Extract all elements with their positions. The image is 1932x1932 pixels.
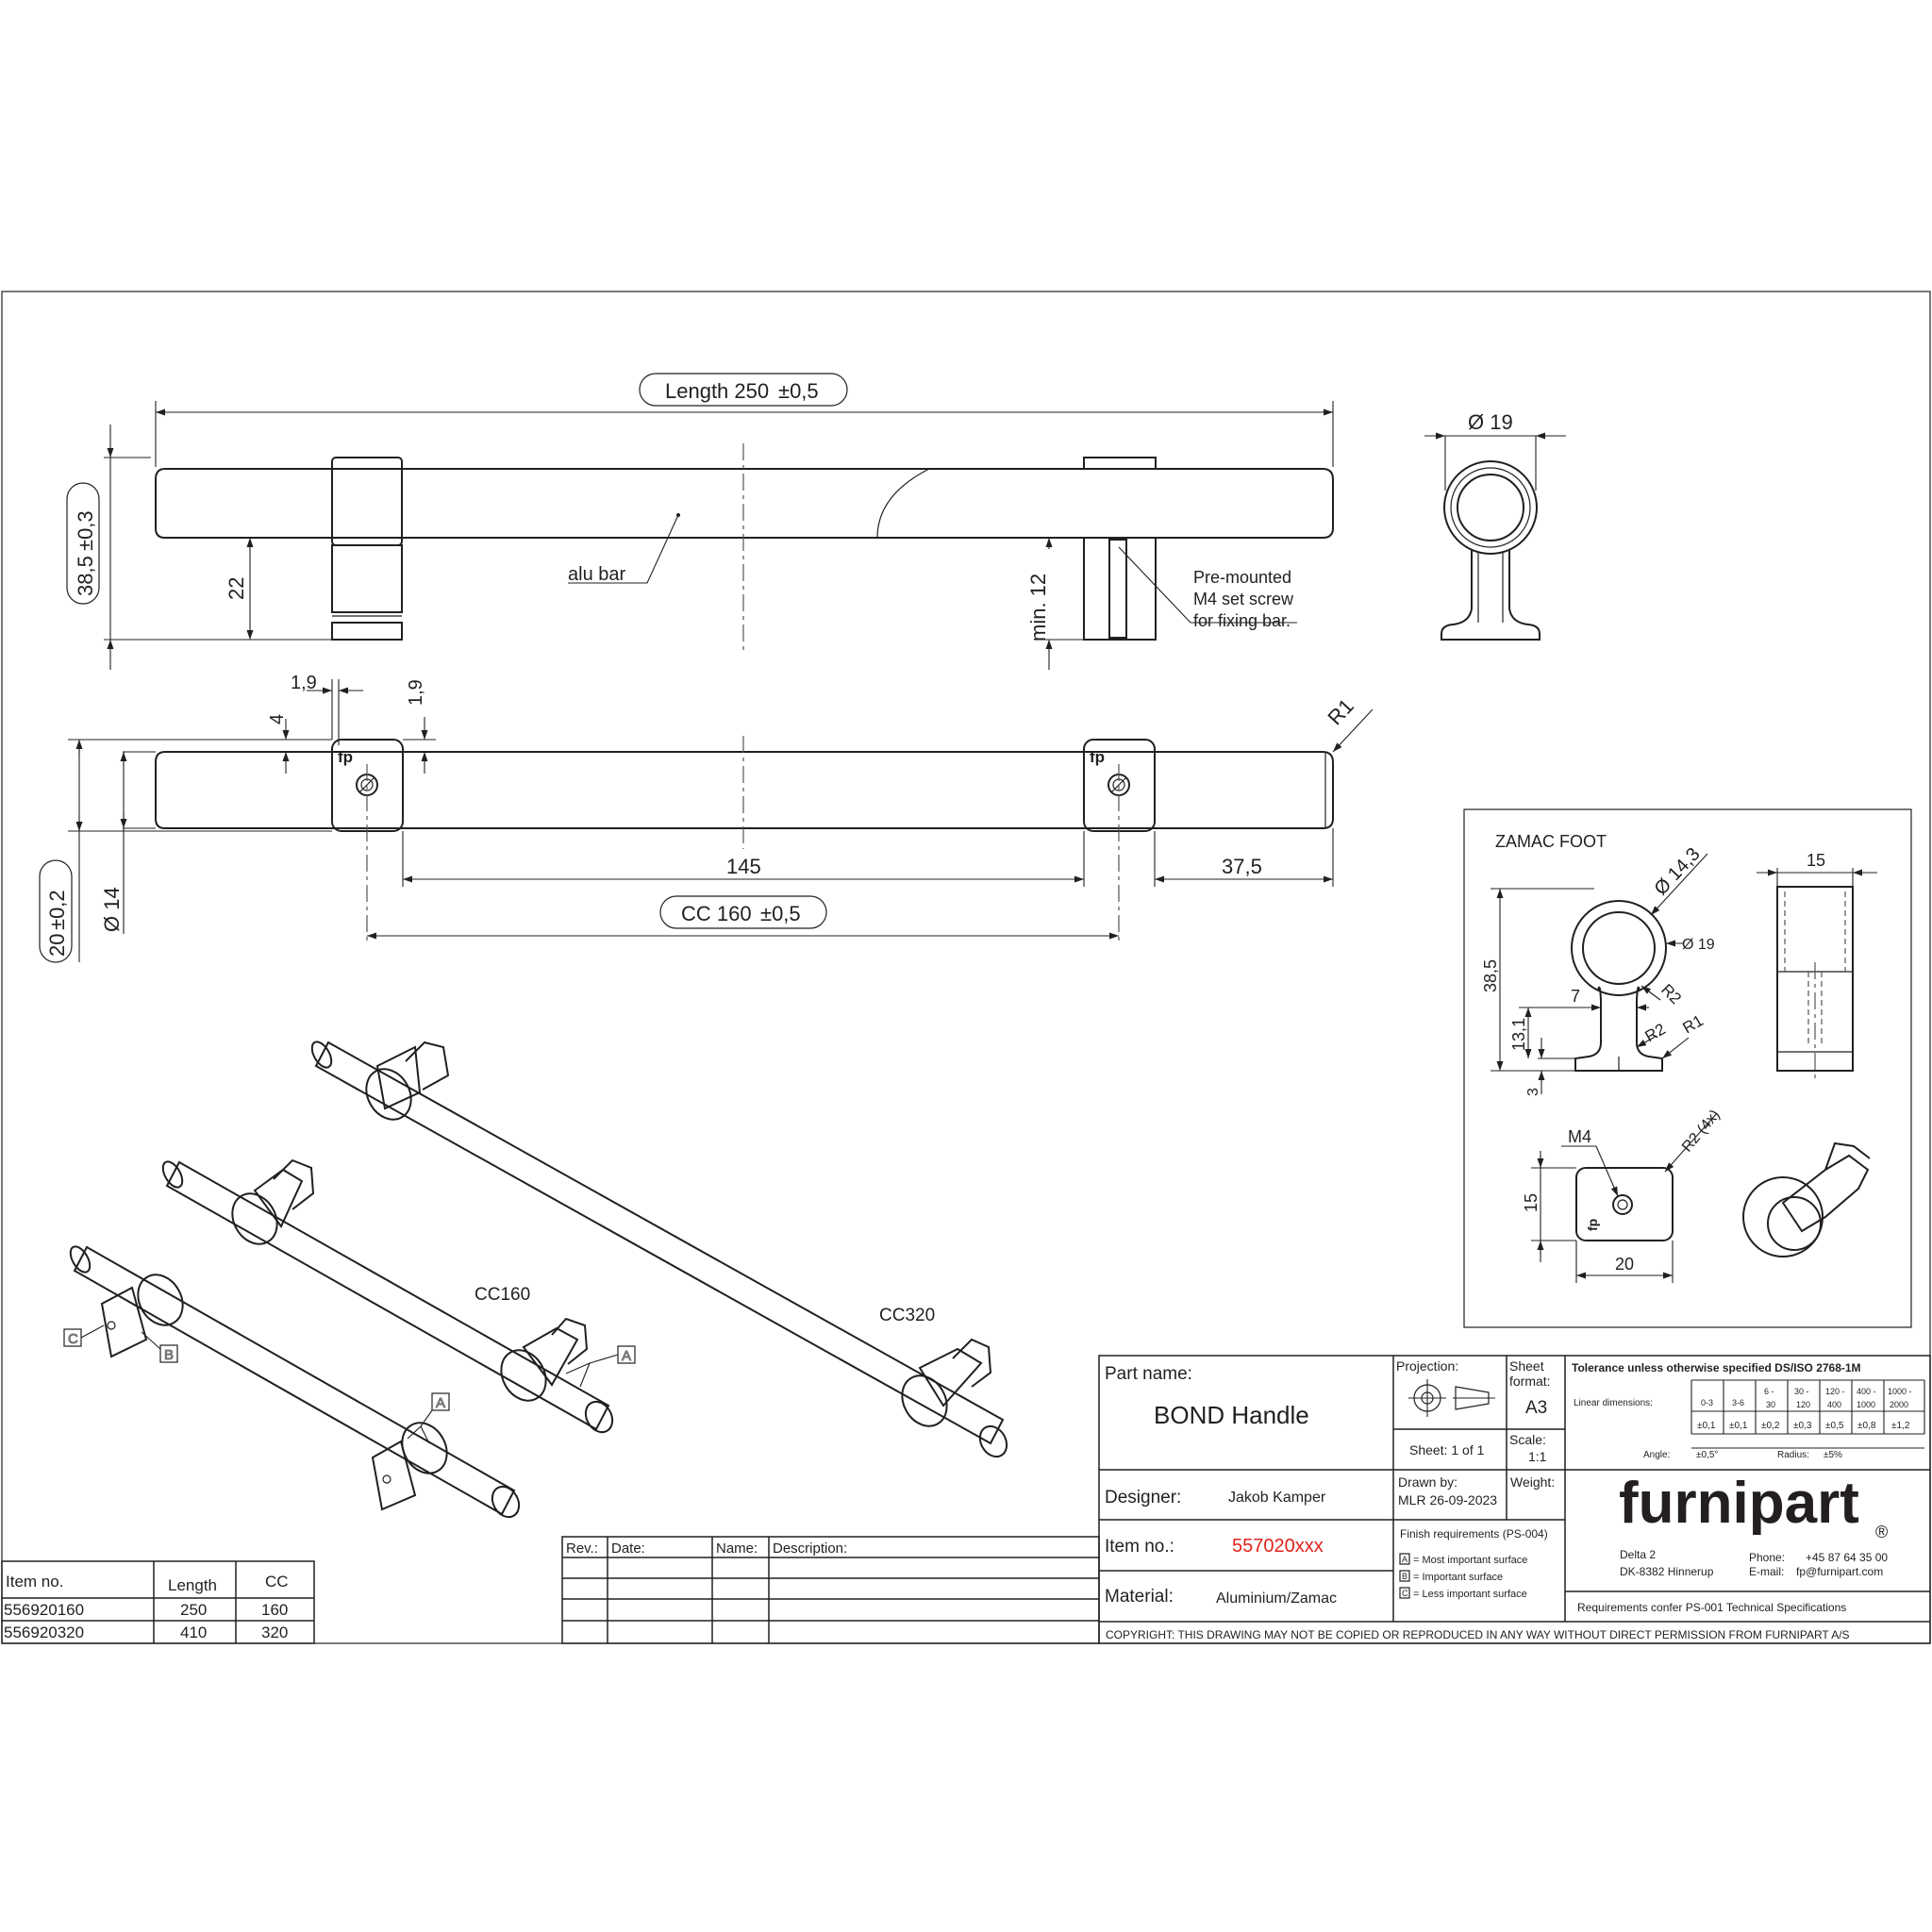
foot-dia-19: Ø 19	[1682, 937, 1715, 953]
weight-label: Weight:	[1510, 1474, 1556, 1490]
tol-3: ±0,3	[1793, 1421, 1812, 1431]
foot-w-20: 20	[1615, 1255, 1635, 1274]
range-0: 0-3	[1701, 1398, 1714, 1407]
range-1: 3-6	[1732, 1398, 1745, 1407]
cc-dim-label: CC 160	[681, 902, 752, 925]
range-2b: 30	[1766, 1400, 1776, 1409]
width-dim-tol: ±0,2	[45, 890, 69, 930]
foot-w-15: 15	[1807, 851, 1826, 870]
address-2: DK-8382 Hinnerup	[1620, 1565, 1714, 1578]
foot-iso	[1743, 1143, 1870, 1257]
tol-4: ±0,5	[1825, 1421, 1844, 1431]
set-screw-note-1: Pre-mounted	[1193, 568, 1292, 587]
items-row2-length: 410	[180, 1624, 208, 1641]
finish-c: = Less important surface	[1413, 1589, 1527, 1600]
tol-0: ±0,1	[1697, 1421, 1716, 1431]
drawn-by-label: Drawn by:	[1398, 1474, 1458, 1490]
alu-bar-note: alu bar	[568, 564, 626, 585]
finish-b: = Important surface	[1413, 1572, 1504, 1583]
rev-header-desc: Description:	[773, 1541, 848, 1557]
foot-h-15: 15	[1522, 1192, 1541, 1212]
iso-bar-short	[67, 1243, 525, 1522]
right-foot-section	[1084, 538, 1156, 640]
cc320-label: CC320	[879, 1306, 936, 1325]
tag-a-2: A	[436, 1395, 446, 1411]
tol-2: ±0,2	[1761, 1421, 1780, 1431]
finish-tag-a: A	[1402, 1555, 1408, 1564]
finish-tag-b: B	[1402, 1572, 1408, 1581]
items-header-cc: CC	[265, 1573, 289, 1591]
items-row1-length: 250	[180, 1601, 208, 1619]
radius-label: Radius:	[1777, 1450, 1809, 1460]
bar-section-hatch	[877, 469, 1333, 538]
email: fp@furnipart.com	[1796, 1565, 1884, 1578]
sheet-count: Sheet: 1 of 1	[1409, 1442, 1485, 1457]
radius-value: ±5%	[1824, 1450, 1842, 1460]
range-5b: 1000	[1857, 1400, 1876, 1409]
foot-r1: R1	[1679, 1011, 1707, 1038]
set-screw-note-3: for fixing bar.	[1193, 611, 1291, 630]
range-6b: 2000	[1890, 1400, 1909, 1409]
rev-header-name: Name:	[716, 1541, 758, 1557]
material-label: Material:	[1105, 1587, 1174, 1607]
iso-bar-cc160	[159, 1158, 618, 1437]
scale-value: 1:1	[1528, 1449, 1547, 1464]
brand-registered: ®	[1875, 1523, 1889, 1541]
angle-label: Angle:	[1643, 1450, 1671, 1460]
copyright: COPYRIGHT: THIS DRAWING MAY NOT BE COPIED OR REPRODUCED IN ANY WAY WITHOUT DIRECT PERMISSION FROM FURNIPART A/S	[1106, 1628, 1850, 1641]
scale-label: Scale:	[1509, 1432, 1546, 1447]
dim-37-5: 37,5	[1222, 855, 1262, 878]
range-4b: 400	[1827, 1400, 1842, 1409]
foot-dim-3: 3	[1525, 1088, 1541, 1096]
dim-1-9-a: 1,9	[291, 673, 317, 693]
front-view	[67, 374, 1333, 670]
sheet-format-label-1: Sheet	[1509, 1358, 1544, 1374]
range-2: 6 -	[1764, 1387, 1774, 1396]
finish-a: = Most important surface	[1413, 1555, 1528, 1566]
items-row2-cc: 320	[261, 1624, 289, 1641]
requirements: Requirements confer PS-001 Technical Specifications	[1577, 1601, 1847, 1614]
sheet-format-label-2: format:	[1509, 1374, 1551, 1389]
dim-1-9-b: 1,9	[406, 679, 426, 706]
dia14-label: Ø 14	[100, 887, 124, 932]
range-3b: 120	[1796, 1400, 1811, 1409]
angle-value: ±0,5°	[1696, 1450, 1719, 1460]
dim-145: 145	[726, 855, 761, 878]
part-name: BOND Handle	[1154, 1401, 1309, 1429]
foot-h-13-1: 13,1	[1509, 1017, 1528, 1051]
height-dim-label: 38,5	[74, 556, 97, 596]
cc-dim-tol: ±0,5	[760, 902, 801, 925]
zamac-foot-detail	[1464, 809, 1911, 1327]
foot-m4: M4	[1568, 1127, 1592, 1146]
projection-label: Projection:	[1396, 1358, 1459, 1374]
address-1: Delta 2	[1620, 1548, 1657, 1561]
items-table	[2, 1561, 314, 1643]
email-label: E-mail:	[1749, 1565, 1785, 1578]
left-foot-logo: fp	[338, 748, 354, 766]
tag-b: B	[164, 1347, 175, 1363]
range-6: 1000 -	[1888, 1387, 1912, 1396]
range-3: 30 -	[1794, 1387, 1809, 1396]
foot-dim-7: 7	[1571, 987, 1581, 1006]
cc160-label: CC160	[475, 1285, 531, 1305]
items-row2-item: 556920320	[4, 1624, 85, 1641]
rev-header-date: Date:	[611, 1541, 645, 1557]
left-foot-stem	[332, 545, 402, 612]
right-foot-logo: fp	[1090, 748, 1106, 766]
foot-r2-b: R2	[1641, 1020, 1669, 1046]
foot-r2-4x: R2 (4x)	[1679, 1107, 1724, 1156]
brand-logo: furnipart	[1619, 1471, 1859, 1536]
set-screw-note-2: M4 set screw	[1193, 590, 1294, 608]
items-header-item: Item no.	[6, 1573, 64, 1591]
drawn-by: MLR 26-09-2023	[1398, 1492, 1498, 1507]
length-dim-label: Length 250	[665, 379, 770, 403]
set-screw-hole	[1109, 540, 1126, 638]
r1-label: R1	[1323, 693, 1358, 730]
foot-dia-14-3: Ø 14,3	[1650, 843, 1705, 900]
items-row1-item: 556920160	[4, 1601, 85, 1619]
range-5: 400 -	[1857, 1387, 1876, 1396]
range-4: 120 -	[1825, 1387, 1845, 1396]
tol-1: ±0,1	[1729, 1421, 1748, 1431]
drawing-frame	[2, 291, 1930, 1643]
finish-label: Finish requirements (PS-004)	[1400, 1527, 1548, 1541]
linear-label: Linear dimensions:	[1574, 1398, 1653, 1408]
length-dim-tol: ±0,5	[778, 379, 819, 403]
tolerance-title: Tolerance unless otherwise specified DS/ISO 2768-1M	[1572, 1361, 1861, 1374]
rev-header-rev: Rev.:	[566, 1541, 598, 1557]
item-no-label: Item no.:	[1105, 1537, 1174, 1557]
min12-label: min. 12	[1026, 573, 1050, 641]
phone: +45 87 64 35 00	[1806, 1551, 1889, 1564]
iso-bar-cc320	[308, 1039, 1012, 1461]
left-foot	[332, 458, 402, 545]
designer-label: Designer:	[1105, 1488, 1182, 1507]
end-view-dia-label: Ø 19	[1468, 410, 1513, 434]
projection-icon	[1408, 1379, 1495, 1417]
dim-4: 4	[267, 713, 288, 724]
tag-c: C	[68, 1331, 78, 1347]
title-block	[1099, 1356, 1930, 1643]
items-header-length: Length	[168, 1576, 217, 1594]
height-dim-tol: ±0,3	[74, 510, 97, 551]
designer: Jakob Kamper	[1228, 1490, 1326, 1506]
sheet-format: A3	[1525, 1398, 1548, 1418]
zamac-foot-title: ZAMAC FOOT	[1495, 832, 1607, 851]
finish-tag-c: C	[1402, 1589, 1408, 1598]
end-view	[1424, 410, 1566, 640]
top-view	[40, 673, 1373, 962]
part-name-label: Part name:	[1105, 1364, 1192, 1384]
material: Aluminium/Zamac	[1216, 1591, 1338, 1607]
foot-base-logo: fp	[1585, 1218, 1600, 1231]
tag-a-1: A	[622, 1348, 632, 1364]
foot-r2-a: R2	[1657, 980, 1685, 1008]
items-row1-cc: 160	[261, 1601, 289, 1619]
right-foot-top	[1084, 458, 1156, 469]
isometric-views	[64, 1039, 1012, 1522]
foot-h-38-5: 38,5	[1481, 958, 1500, 992]
width-dim-label: 20	[45, 933, 69, 957]
tol-6: ±1,2	[1891, 1421, 1910, 1431]
item-no: 557020xxx	[1232, 1536, 1324, 1557]
tol-5: ±0,8	[1857, 1421, 1876, 1431]
foot-height-label: 22	[225, 576, 248, 600]
revision-table	[562, 1537, 1099, 1643]
phone-label: Phone:	[1749, 1551, 1786, 1564]
